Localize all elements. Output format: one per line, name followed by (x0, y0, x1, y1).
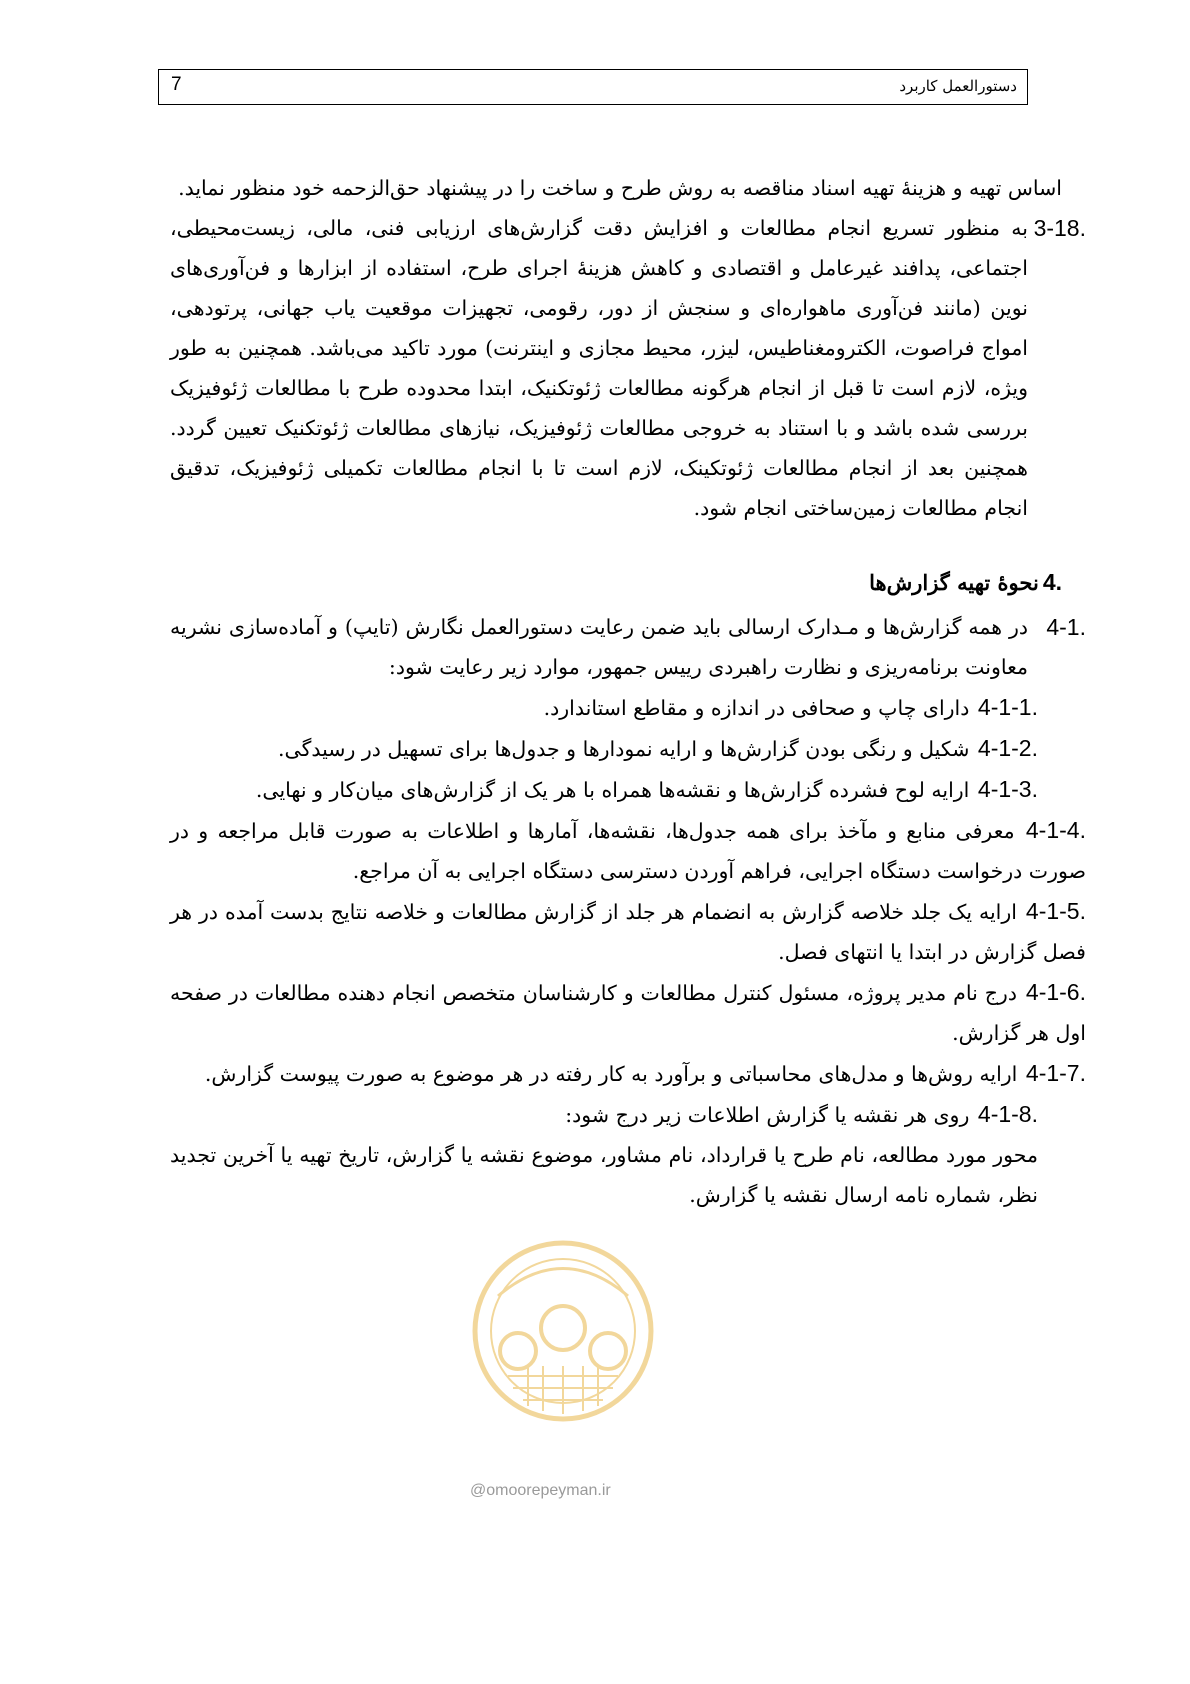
sub-item (170, 728, 1038, 769)
sub-item (170, 1094, 1038, 1135)
section-title: نحوهٔ تهیه گزارش‌ها (869, 570, 1039, 595)
sub-item-number: 4-1-2. (977, 735, 1038, 761)
page-header (158, 69, 1028, 105)
sub-item (170, 769, 1038, 810)
sub-item (170, 891, 1086, 972)
watermark-url: @omoorepeyman.ir (470, 1482, 611, 1499)
sub-item-text: شکیل و رنگی بودن گزارش‌ها و ارایه نمودارها و جدول‌ها برای تسهیل در رسیدگی. (277, 737, 970, 761)
sub-item (170, 972, 1086, 1053)
sub-item-number: 4-1-1. (977, 694, 1038, 720)
sub-item (170, 1053, 1086, 1094)
sub-item-text: معرفی منابع و مآخذ برای همه جدول‌ها، نقشه‌ها، آمارها و اطلاعات به صورت قابل مراجعه و در صورت درخواست دستگاه اجرایی، فراهم آوردن دسترسی دستگاه اجرایی به آن مراجع. (170, 819, 1086, 883)
sub-item-text: روی هر نقشه یا گزارش اطلاعات زیر درج شود: (565, 1103, 970, 1127)
item-3-18 (170, 208, 1086, 528)
sub-item-number: 4-1-8. (977, 1101, 1038, 1127)
page-number: 7 (171, 74, 182, 95)
sub-item (170, 810, 1086, 891)
sub-item-text: دارای چاپ و صحافی در اندازه و مقاطع استاندارد. (543, 696, 970, 720)
section-heading (166, 562, 1062, 603)
sub-item-number: 4-1-6. (1025, 979, 1086, 1005)
sub-item-text: ارایه روش‌ها و مدل‌های محاسباتی و برآورد به کار رفته در هر موضوع به صورت پیوست گزارش. (204, 1062, 1018, 1086)
sub-item-number: 4-1-5. (1025, 898, 1086, 924)
item-number: 4-1. (1046, 614, 1086, 640)
sub-item (170, 687, 1038, 728)
header-title: دستورالعمل کاربرد (899, 77, 1017, 95)
item-text: به منظور تسریع انجام مطالعات و افزایش دقت گزارش‌های ارزیابی فنی، مالی، زیست‌محیطی، اجتماعی، پدافند غیرعامل و اقتصادی و کاهش هزینهٔ اجرای طرح، استفاده از ابزارها و فن‌آوری‌های نوین (مانند فن‌آوری ماهواره‌ای و سنجش از دور، رقومی، تجهیزات موقعیت یاب جهانی، پرتودهی، امواج فراصوت، الکترومغناطیس، لیزر، محیط مجازی و اینترنت) مورد تاکید می‌باشد. همچنین به طور ویژه، لازم است تا قبل از انجام هرگونه مطالعات ژئوتکنیک، ابتدا محدوده طرح با مطالعات ژئوفیزیک بررسی شده باشد و با استناد به خروجی مطالعات ژئوفیزیک، نیازهای مطالعات ژئوتکنیک تعیین گردد. همچنین بعد از انجام مطالعات ژئوتکینک، لازم است تا با انجام مطالعات تکمیلی ژئوفیزیک، تدقیق انجام مطالعات زمین‌ساختی انجام شود. (170, 216, 1028, 520)
watermark-url-text: omoorepeyman.ir (486, 1482, 611, 1499)
section-number: 4. (1042, 569, 1062, 595)
watermark-logo (468, 1236, 658, 1426)
sub-item-number: 4-1-4. (1025, 817, 1086, 843)
sub-item-number: 4-1-3. (977, 776, 1038, 802)
sub-item-text: ارایه یک جلد خلاصه گزارش به انضمام هر جلد از گزارش مطالعات و خلاصه نتایج بدست آمده در هر فصل گزارش در ابتدا یا انتهای فصل. (170, 900, 1086, 964)
item-text: در همه گزارش‌ها و مـدارک ارسالی باید ضمن رعایت دستورالعمل نگارش (تایپ) و آماده‌سازی نشریه معاونت برنامه‌ریزی و نظارت راهبردی رییس جمهور، موارد زیر رعایت شود: (170, 615, 1028, 679)
sub-item-text: ارایه لوح فشرده گزارش‌ها و نقشه‌ها همراه با هر یک از گزارش‌های میان‌کار و نهایی. (255, 778, 970, 802)
sub-item-text: درج نام مدیر پروژه، مسئول کنترل مطالعات و کارشناسان متخصص انجام دهنده مطالعات در صفحه اول هر گزارش. (170, 981, 1086, 1045)
document-body (170, 168, 1086, 1215)
intro-paragraph: اساس تهیه و هزینهٔ تهیه اسناد مناقصه به روش طرح و ساخت را در پیشنهاد حق‌الزحمه خود منظور نماید. (178, 176, 1062, 200)
map-note: محور مورد مطالعه، نام طرح یا قرارداد، نام مشاور، موضوع نقشه یا گزارش، تاریخ تهیه یا آخرین تجدید نظر، شماره نامه ارسال نقشه یا گزارش. (170, 1143, 1038, 1207)
item-number: 3-18. (1033, 215, 1086, 241)
item-4-1 (170, 607, 1086, 687)
sub-item-number: 4-1-7. (1025, 1060, 1086, 1086)
